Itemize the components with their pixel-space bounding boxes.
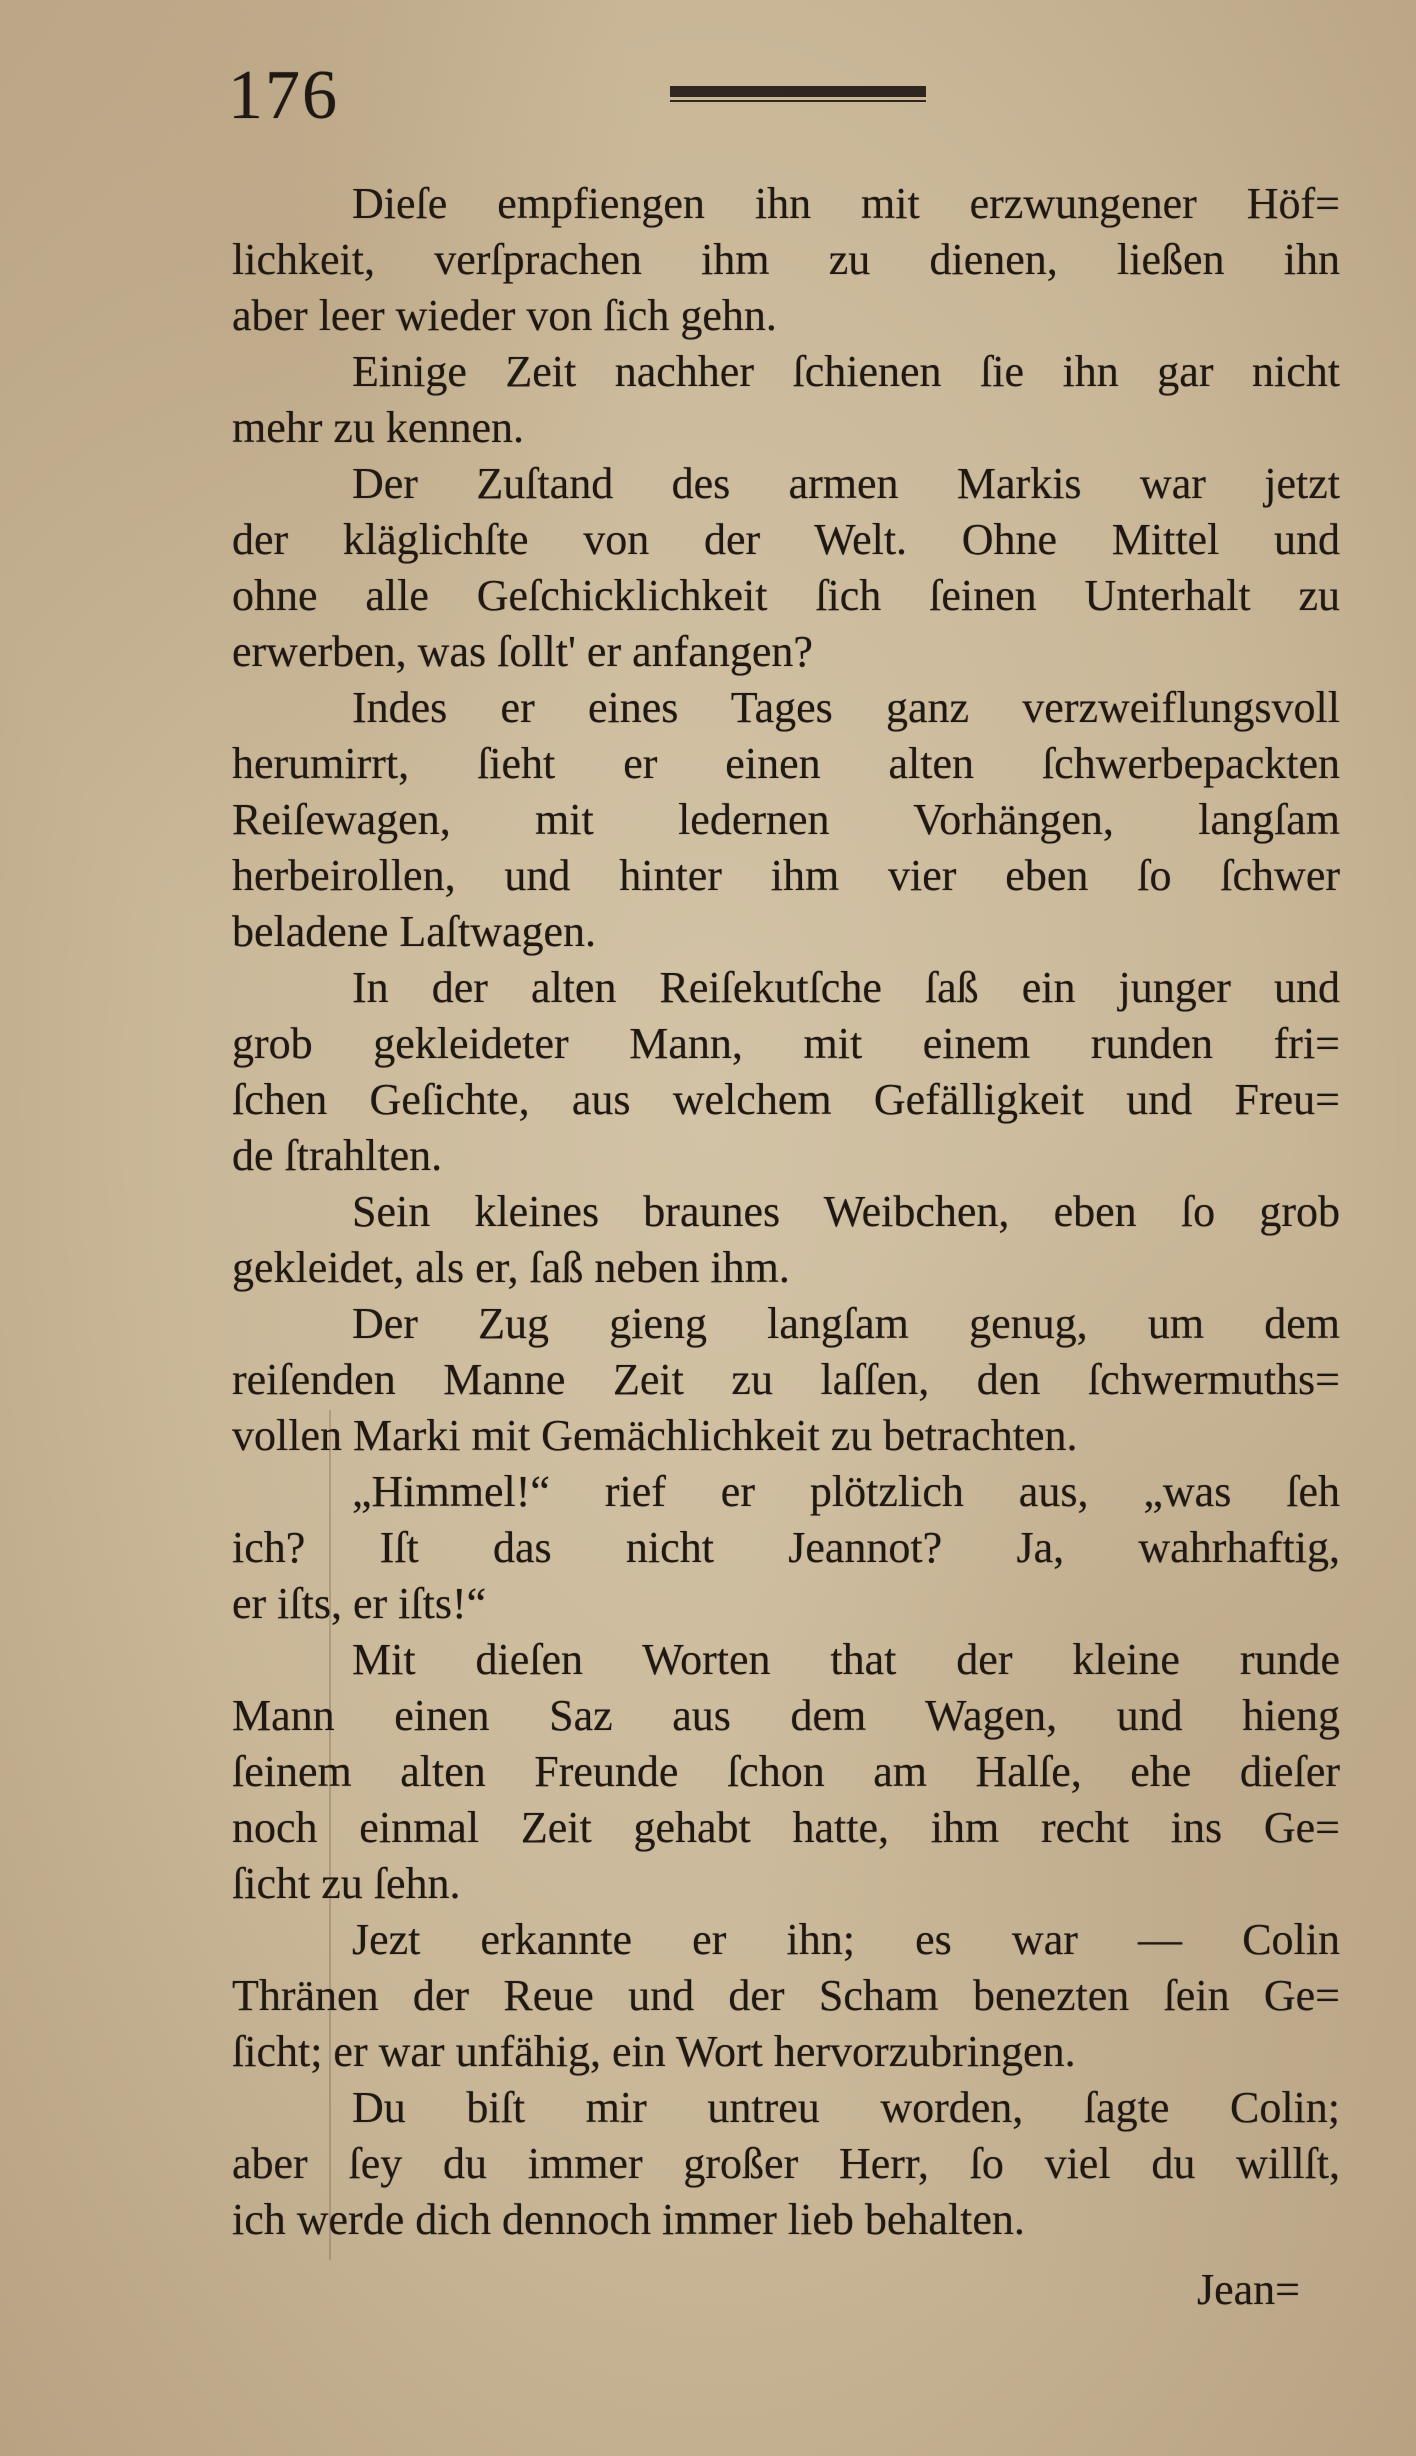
text-line: aber leer wieder von ſich gehn. bbox=[232, 291, 777, 340]
text-line: Dieſe empfiengen ihn mit erzwungener Höf= bbox=[352, 179, 1340, 228]
text-line: gekleidet, als er, ſaß neben ihm. bbox=[232, 1243, 790, 1292]
text-line: ſeinem alten Freunde ſchon am Halſe, ehe dieſer bbox=[232, 1747, 1340, 1796]
text-line: mehr zu kennen. bbox=[232, 403, 524, 452]
text-line: Indes er eines Tages ganz verzweiflungsvoll bbox=[352, 683, 1340, 732]
text-line: noch einmal Zeit gehabt hatte, ihm recht ins Ge= bbox=[232, 1803, 1340, 1852]
paragraph bbox=[232, 1912, 1340, 2080]
text-line: Der Zuſtand des armen Markis war jetzt bbox=[352, 459, 1340, 508]
text-line: lichkeit, verſprachen ihm zu dienen, ließen ihn bbox=[232, 235, 1340, 284]
text-line: ich? Iſt das nicht Jeannot? Ja, wahrhaftig, bbox=[232, 1523, 1340, 1572]
paragraph bbox=[232, 344, 1340, 456]
text-block bbox=[232, 176, 1340, 2248]
paragraph bbox=[232, 456, 1340, 680]
text-line: aber ſey du immer großer Herr, ſo viel du willſt, bbox=[232, 2139, 1340, 2188]
text-line: ich werde dich dennoch immer lieb behalten. bbox=[232, 2195, 1025, 2244]
text-line: vollen Marki mit Gemächlichkeit zu betrachten. bbox=[232, 1411, 1078, 1460]
paragraph bbox=[232, 1464, 1340, 1632]
text-line: reiſenden Manne Zeit zu laſſen, den ſchwermuths= bbox=[232, 1355, 1340, 1404]
text-line: herbeirollen, und hinter ihm vier eben ſo ſchwer bbox=[232, 851, 1340, 900]
text-line: der kläglichſte von der Welt. Ohne Mittel und bbox=[232, 515, 1340, 564]
paragraph bbox=[232, 176, 1340, 344]
page-number: 176 bbox=[228, 57, 339, 134]
header-rule bbox=[670, 86, 926, 102]
paragraph bbox=[232, 1632, 1340, 1912]
text-line: Einige Zeit nachher ſchienen ſie ihn gar nicht bbox=[352, 347, 1340, 396]
text-line: „Himmel!“ rief er plötzlich aus, „was ſeh bbox=[352, 1467, 1340, 1516]
text-line: beladene Laſtwagen. bbox=[232, 907, 597, 956]
text-line: er iſts, er iſts!“ bbox=[232, 1579, 487, 1628]
paragraph bbox=[232, 960, 1340, 1184]
text-line: ſicht; er war unfähig, ein Wort hervorzubringen. bbox=[232, 2027, 1076, 2076]
text-line: Jezt erkannte er ihn; es war — Colin bbox=[352, 1915, 1340, 1964]
text-line: Mit dieſen Worten that der kleine runde bbox=[352, 1635, 1340, 1684]
text-line: Thränen der Reue und der Scham benezten ſein Ge= bbox=[232, 1971, 1340, 2020]
text-line: erwerben, was ſollt' er anfangen? bbox=[232, 627, 813, 676]
text-line: ohne alle Geſchicklichkeit ſich ſeinen Unterhalt zu bbox=[232, 571, 1340, 620]
text-line: Der Zug gieng langſam genug, um dem bbox=[352, 1299, 1340, 1348]
paragraph bbox=[232, 1296, 1340, 1464]
text-line: grob gekleideter Mann, mit einem runden fri= bbox=[232, 1019, 1340, 1068]
paragraph bbox=[232, 1184, 1340, 1296]
text-line: Reiſewagen, mit ledernen Vorhängen, langſam bbox=[232, 795, 1340, 844]
text-line: ſicht zu ſehn. bbox=[232, 1859, 461, 1908]
text-line: Sein kleines braunes Weibchen, eben ſo grob bbox=[352, 1187, 1340, 1236]
text-line: de ſtrahlten. bbox=[232, 1131, 443, 1180]
text-line: Mann einen Saz aus dem Wagen, und hieng bbox=[232, 1691, 1340, 1740]
catchword: Jean= bbox=[1197, 2265, 1300, 2314]
text-line: herumirrt, ſieht er einen alten ſchwerbepackten bbox=[232, 739, 1340, 788]
paragraph bbox=[232, 2080, 1340, 2248]
text-line: In der alten Reiſekutſche ſaß ein junger und bbox=[352, 963, 1340, 1012]
text-line: ſchen Geſichte, aus welchem Gefälligkeit und Freu= bbox=[232, 1075, 1340, 1124]
text-line: Du biſt mir untreu worden, ſagte Colin; bbox=[352, 2083, 1340, 2132]
paragraph bbox=[232, 680, 1340, 960]
